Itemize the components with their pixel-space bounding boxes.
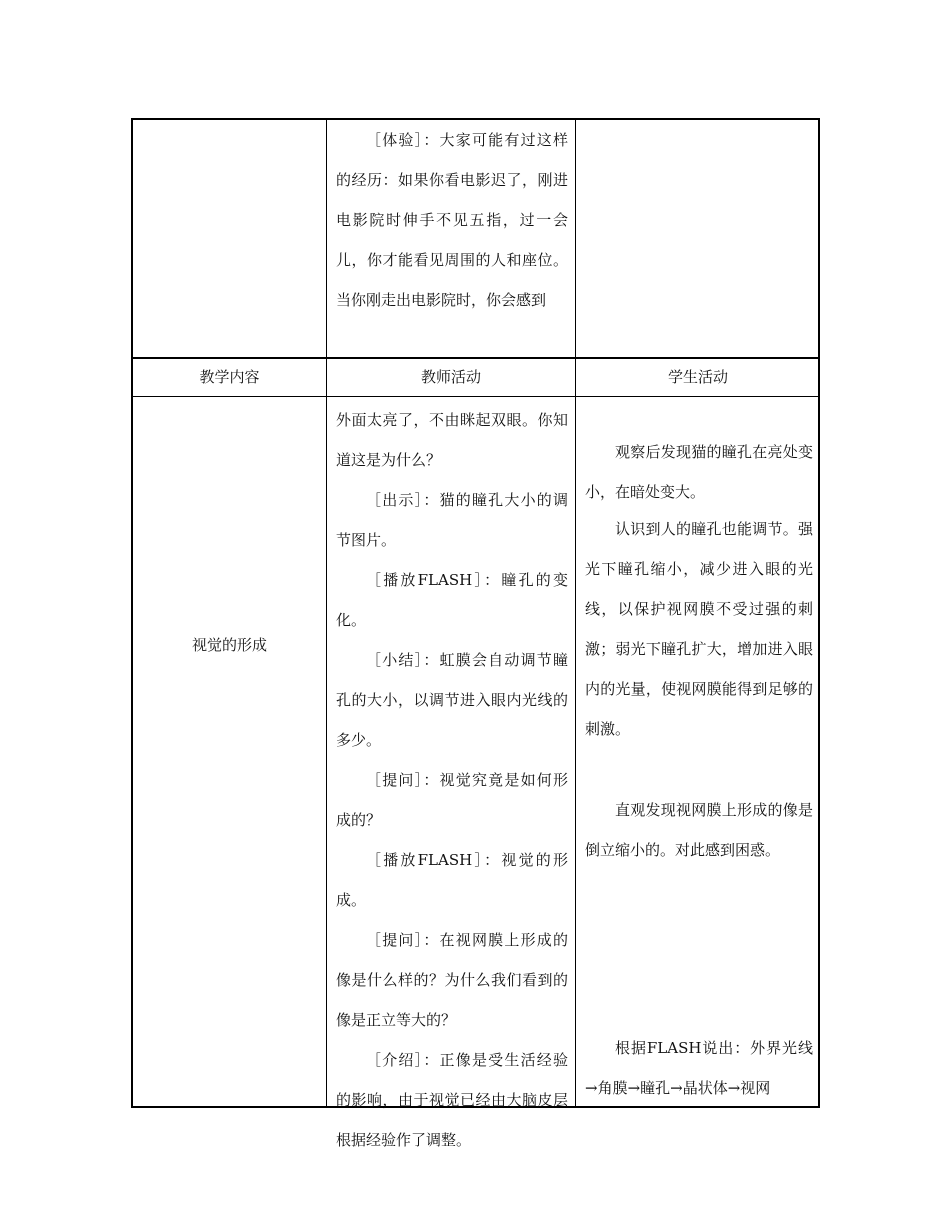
column-divider-1 bbox=[326, 120, 327, 1106]
student-paragraph: 认识到人的瞳孔也能调节。强光下瞳孔缩小，减少进入眼的光线，以保护视网膜不受过强的刺激；弱光下瞳孔扩大，增加进入眼内的光量，使视网膜能得到足够的刺激。 bbox=[585, 520, 813, 738]
teacher-paragraph: ［播放FLASH］：视觉的形成。 bbox=[336, 851, 568, 909]
teacher-paragraph: ［小结］：虹膜会自动调节瞳孔的大小，以调节进入眼内光线的多少。 bbox=[336, 651, 568, 749]
teacher-paragraph: ［介绍］：正像是受生活经验的影响，由于视觉已经由大脑皮层根据经验作了调整。 bbox=[336, 1051, 568, 1149]
teacher-paragraph: ［提问］：视觉究竟是如何形成的？ bbox=[336, 771, 568, 829]
teacher-paragraph: 外面太亮了，不由眯起双眼。你知道这是为什么？ bbox=[336, 411, 568, 469]
header-teaching-content: 教学内容 bbox=[199, 368, 260, 386]
top-row-teacher-paragraph: ［体验］：大家可能有过这样的经历：如果你看电影迟了，刚进电影院时伸手不见五指，过一会儿，你才能看见周围的人和座位。当你刚走出电影院时，你会感到 bbox=[336, 131, 568, 309]
student-paragraph: 根据FLASH说出：外界光线→角膜→瞳孔→晶状体→视网 bbox=[585, 1039, 813, 1097]
teacher-paragraph: ［提问］：在视网膜上形成的像是什么样的？为什么我们看到的像是正立等大的？ bbox=[336, 931, 568, 1029]
student-paragraph: 直观发现视网膜上形成的像是倒立缩小的。对此感到困惑。 bbox=[585, 801, 813, 859]
column-divider-2 bbox=[575, 120, 576, 1106]
row-divider-header bbox=[133, 396, 818, 397]
top-row-teacher-cell bbox=[336, 120, 568, 356]
header-teacher-activity: 教师活动 bbox=[420, 368, 481, 386]
main-row-teacher-cell bbox=[336, 400, 568, 1160]
teacher-paragraph: ［播放FLASH］：瞳孔的变化。 bbox=[336, 571, 568, 629]
header-student-activity: 学生活动 bbox=[667, 368, 728, 386]
teacher-paragraph: ［出示］：猫的瞳孔大小的调节图片。 bbox=[336, 491, 568, 549]
lesson-plan-table bbox=[131, 118, 820, 1149]
student-paragraph: 观察后发现猫的瞳孔在亮处变小，在暗处变大。 bbox=[585, 443, 813, 501]
content-label: 视觉的形成 bbox=[191, 636, 267, 654]
